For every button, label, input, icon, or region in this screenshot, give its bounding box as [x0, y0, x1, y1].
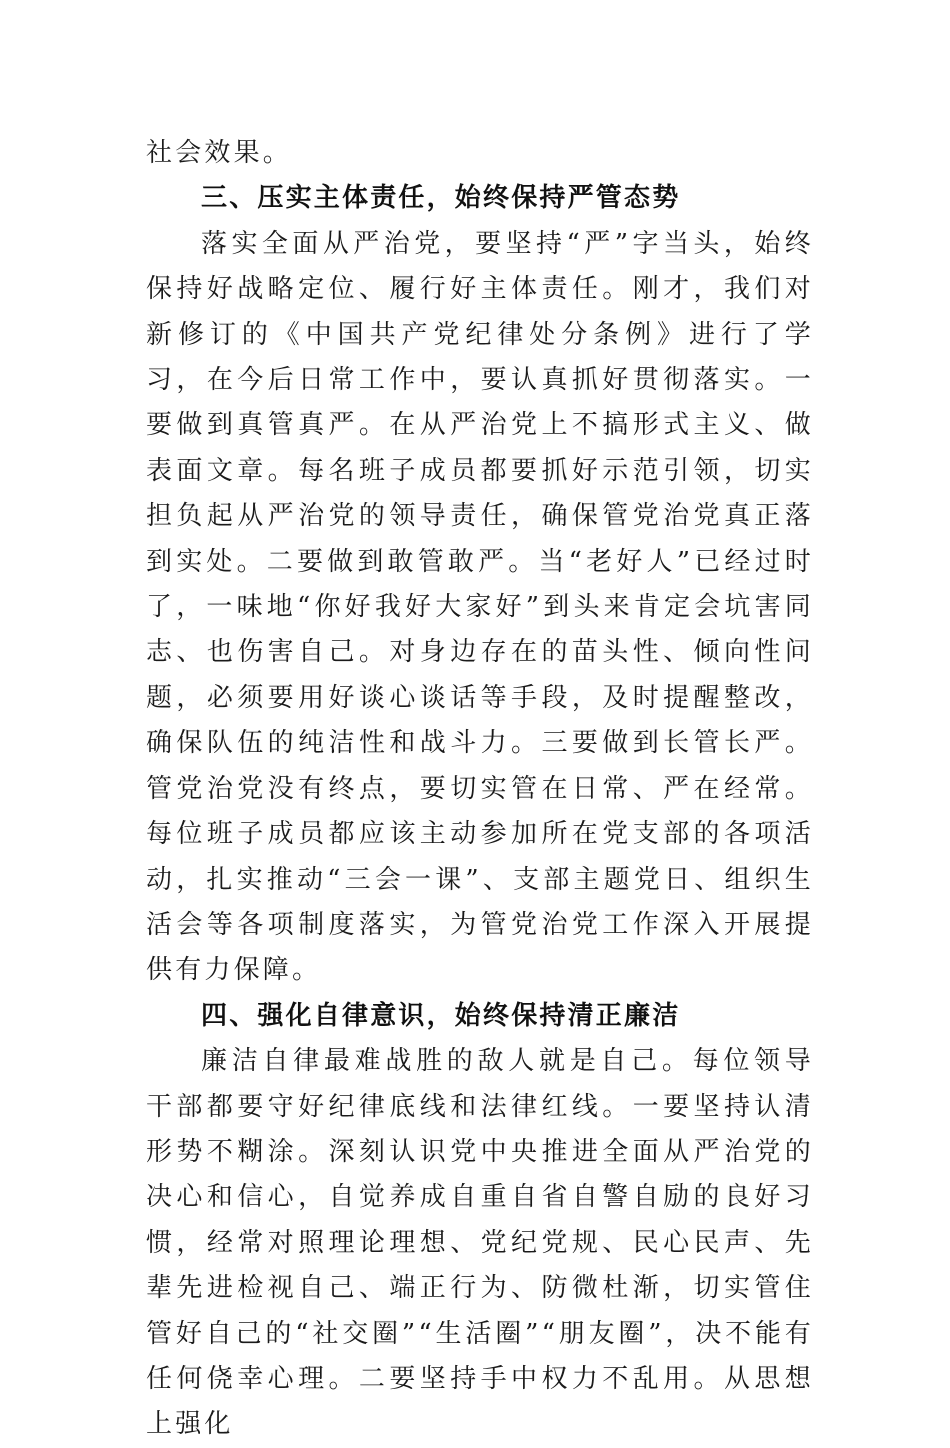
- document-body: [146, 131, 814, 1448]
- continuation-paragraph: 社会效果。: [146, 138, 293, 168]
- section-3-paragraph: 落实全面从严治党，要坚持“严”字当头，始终保持好战略定位、履行好主体责任。刚才，我们对新修订的《中国共产党纪律处分条例》进行了学习，在今后日常工作中，要认真抓好贯彻落实。一要做到真管真严。在从严治党上不搞形式主义、做表面文章。每名班子成员都要抓好示范引领，切实担负起从严治党的领导责任，确保管党治党真正落到实处。二要做到敢管敢严。当“老好人”已经过时了，一味地“你好我好大家好”到头来肯定会坑害同志、也伤害自己。对身边存在的苗头性、倾向性问题，必须要用好谈心谈话等手段，及时提醒整改，确保队伍的纯洁性和战斗力。三要做到长管长严。管党治党没有终点，要切实管在日常、严在经常。每位班子成员都应该主动参加所在党支部的各项活动，扎实推动“三会一课”、支部主题党日、组织生活会等各项制度落实，为管党治党工作深入开展提供有力保障。: [146, 228, 814, 986]
- section-3-heading: 三、压实主体责任，始终保持严管态势: [201, 183, 681, 214]
- section-4-paragraph: 廉洁自律最难战胜的敌人就是自己。每位领导干部都要守好纪律底线和法律红线。一要坚持认清形势不糊涂。深刻认识党中央推进全面从严治党的决心和信心，自觉养成自重自省自警自励的良好习惯，经常对照理论理想、党纪党规、民心民声、先辈先进检视自己、端正行为、防微杜渐，切实管住管好自己的“社交圈”“生活圈”“朋友圈”，决不能有任何侥幸心理。二要坚持手中权力不乱用。从思想上强化: [146, 1046, 814, 1440]
- section-4-heading: 四、强化自律意识，始终保持清正廉洁: [201, 1000, 681, 1031]
